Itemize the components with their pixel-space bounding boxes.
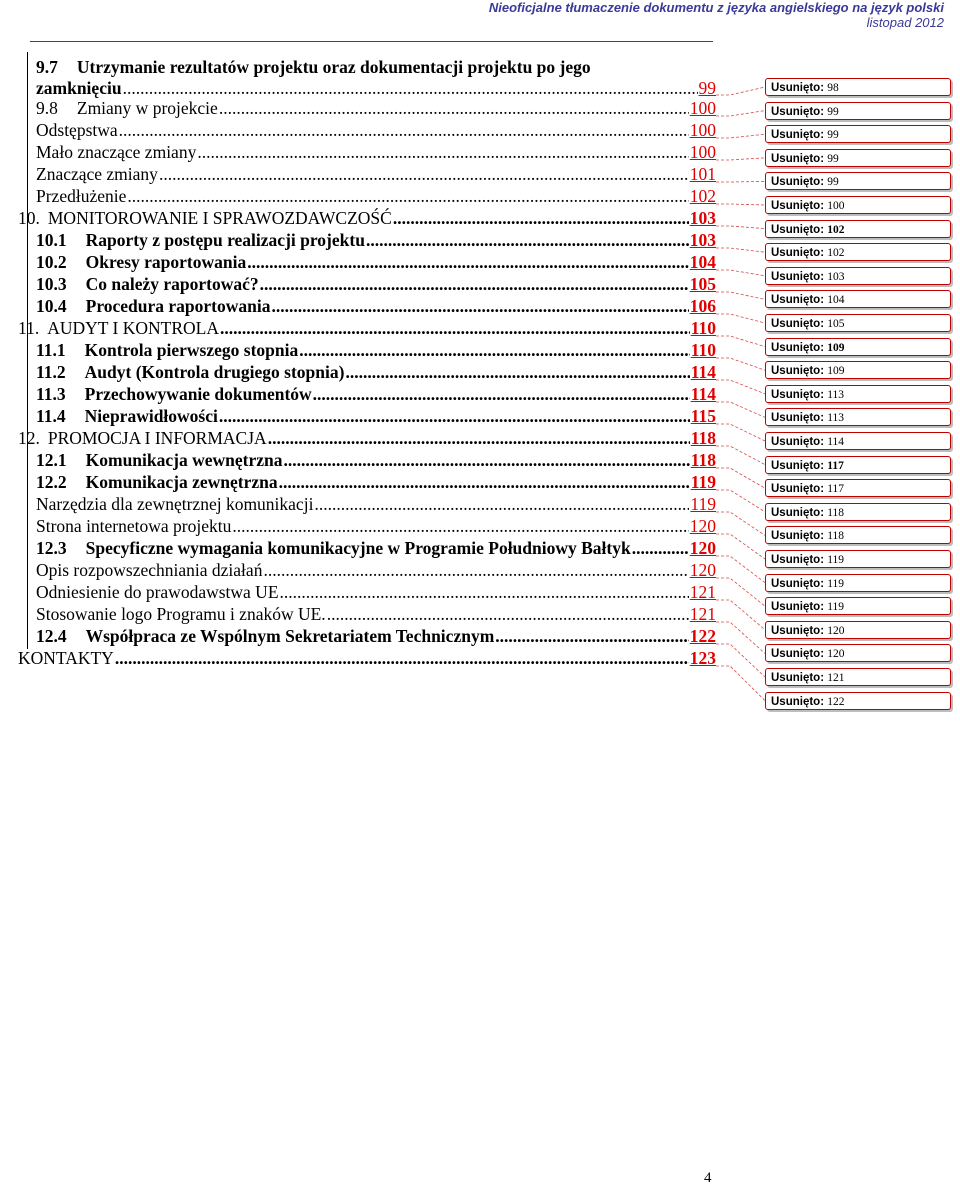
deleted-comment-balloon[interactable] bbox=[765, 125, 951, 143]
balloon-value: 109 bbox=[827, 365, 845, 378]
deleted-comment-balloon[interactable] bbox=[765, 290, 951, 308]
comment-leader-line bbox=[716, 468, 765, 488]
toc-label: Audyt (Kontrola drugiego stopnia) bbox=[84, 362, 345, 382]
balloon-value: 121 bbox=[827, 672, 845, 684]
toc-label: Strona internetowa projektu bbox=[36, 516, 232, 536]
balloon-value: 109 bbox=[827, 341, 845, 354]
comment-leader-line bbox=[716, 512, 765, 535]
comment-leader-line bbox=[716, 181, 765, 182]
toc-page-link[interactable]: 119 bbox=[690, 494, 716, 514]
toc-number: 11.1 bbox=[36, 340, 66, 360]
comment-leader-line bbox=[716, 556, 765, 583]
toc-entry[interactable] bbox=[36, 493, 716, 515]
deleted-comment-balloon[interactable] bbox=[765, 456, 951, 474]
toc-number: 9.7 bbox=[36, 57, 58, 77]
comment-leader-line bbox=[716, 622, 765, 653]
comment-leader-line bbox=[716, 226, 765, 229]
toc-entry[interactable] bbox=[36, 603, 716, 625]
toc-leader-dots bbox=[299, 339, 689, 361]
toc-entry[interactable] bbox=[36, 515, 716, 537]
toc-number: 10.1 bbox=[36, 230, 67, 250]
balloon-label: Usunięto: bbox=[771, 365, 825, 378]
toc-label: Odstępstwa bbox=[36, 120, 118, 140]
balloon-value: 118 bbox=[827, 506, 845, 519]
toc-number: 11.4 bbox=[36, 406, 66, 426]
toc-number: 12.2 bbox=[36, 472, 67, 492]
toc-page-link[interactable]: 103 bbox=[689, 208, 716, 228]
balloon-label: Usunięto: bbox=[771, 577, 825, 590]
balloon-value: 113 bbox=[827, 388, 845, 401]
balloon-value: 99 bbox=[827, 176, 839, 189]
balloon-value: 119 bbox=[827, 577, 845, 590]
comment-leader-line bbox=[716, 666, 765, 701]
toc-entry[interactable] bbox=[36, 163, 716, 185]
balloon-value: 99 bbox=[827, 105, 839, 118]
balloon-label: Usunięto: bbox=[771, 82, 825, 94]
toc-number: 11.2 bbox=[36, 362, 66, 382]
toc-entry[interactable] bbox=[36, 339, 716, 361]
deleted-comment-balloon[interactable] bbox=[765, 408, 951, 426]
toc-label: Współpraca ze Wspólnym Sekretariatem Technicznym bbox=[85, 626, 495, 646]
toc-page-link[interactable]: 102 bbox=[689, 186, 716, 206]
deleted-comment-balloon[interactable] bbox=[765, 338, 951, 356]
balloon-label: Usunięto: bbox=[771, 624, 825, 637]
toc-number: 10.2 bbox=[36, 252, 67, 272]
toc-label: Kontrola pierwszego stopnia bbox=[84, 340, 299, 360]
balloon-value: 117 bbox=[827, 459, 844, 472]
balloon-value: 105 bbox=[827, 318, 845, 330]
toc-label: Przedłużenie bbox=[36, 186, 127, 206]
toc-leader-dots bbox=[123, 77, 698, 99]
toc-entry[interactable] bbox=[18, 207, 716, 229]
toc-leader-dots bbox=[260, 273, 689, 295]
toc-entry-line1[interactable] bbox=[36, 56, 591, 78]
toc-label-cont: zamknięciu bbox=[36, 78, 122, 98]
toc-page-link[interactable]: 105 bbox=[689, 274, 716, 294]
toc-page-link[interactable]: 114 bbox=[690, 362, 716, 382]
balloon-value: 122 bbox=[827, 695, 845, 708]
deleted-comment-balloon[interactable] bbox=[765, 196, 951, 214]
toc-page-link[interactable]: 106 bbox=[689, 296, 716, 316]
toc-page-link[interactable]: 120 bbox=[689, 560, 716, 580]
toc-leader-dots bbox=[366, 229, 689, 251]
toc-page-link[interactable]: 119 bbox=[690, 472, 716, 492]
toc-label: KONTAKTY bbox=[18, 648, 114, 668]
comment-leader-line bbox=[716, 314, 765, 323]
toc-page-link[interactable]: 121 bbox=[689, 582, 716, 602]
toc-page-link[interactable]: 101 bbox=[689, 164, 716, 184]
deleted-comment-balloon[interactable] bbox=[765, 597, 951, 615]
toc-entry[interactable] bbox=[36, 537, 716, 559]
balloon-label: Usunięto: bbox=[771, 152, 825, 165]
toc-page-link[interactable]: 115 bbox=[690, 406, 716, 426]
toc-entry[interactable] bbox=[36, 97, 716, 119]
toc-entry[interactable] bbox=[36, 405, 716, 427]
comment-leader-line bbox=[716, 336, 765, 347]
balloon-label: Usunięto: bbox=[771, 247, 825, 260]
comment-leader-line bbox=[716, 204, 765, 205]
toc-label: Narzędzia dla zewnętrznej komunikacji bbox=[36, 494, 314, 514]
deleted-comment-balloon[interactable] bbox=[765, 550, 951, 568]
balloon-value: 118 bbox=[827, 530, 845, 543]
toc-entry[interactable] bbox=[36, 625, 716, 647]
balloon-value: 99 bbox=[827, 152, 839, 165]
balloon-label: Usunięto: bbox=[771, 483, 825, 496]
toc-leader-dots bbox=[283, 449, 689, 471]
balloon-label: Usunięto: bbox=[771, 530, 825, 543]
comment-leader-line bbox=[716, 446, 765, 465]
comment-leader-line bbox=[716, 158, 765, 160]
toc-leader-dots bbox=[115, 647, 689, 669]
toc-label: Nieprawidłowości bbox=[84, 406, 218, 426]
toc-page-link[interactable]: 122 bbox=[689, 626, 716, 646]
balloon-label: Usunięto: bbox=[771, 318, 825, 330]
toc-entry[interactable] bbox=[36, 559, 716, 581]
balloon-value: 120 bbox=[827, 648, 845, 661]
comment-leader-line bbox=[716, 490, 765, 512]
header-title: Nieoficjalne tłumaczenie dokumentu z języka angielskiego na język polski bbox=[488, 0, 944, 15]
toc-label: Komunikacja wewnętrzna bbox=[85, 450, 283, 470]
toc-leader-dots bbox=[220, 317, 690, 339]
deleted-comment-balloon[interactable] bbox=[765, 621, 951, 639]
balloon-value: 119 bbox=[827, 601, 845, 614]
toc-entry[interactable] bbox=[36, 295, 716, 317]
comment-leader-line bbox=[716, 644, 765, 677]
toc-leader-dots bbox=[280, 581, 689, 603]
comment-leader-line bbox=[716, 534, 765, 559]
toc-label: Procedura raportowania bbox=[85, 296, 271, 316]
balloon-value: 104 bbox=[827, 294, 845, 307]
toc-entry[interactable] bbox=[18, 427, 716, 449]
toc-label: MONITOROWANIE I SPRAWOZDAWCZOŚĆ bbox=[47, 208, 392, 228]
deleted-comment-balloon[interactable] bbox=[765, 314, 951, 332]
toc-label: Specyficzne wymagania komunikacyjne w Programie Południowy Bałtyk bbox=[85, 538, 631, 558]
balloon-label: Usunięto: bbox=[771, 388, 825, 401]
toc-page-link[interactable]: 104 bbox=[689, 252, 716, 272]
toc-label: Odniesienie do prawodawstwa UE bbox=[36, 582, 279, 602]
balloon-label: Usunięto: bbox=[771, 270, 825, 283]
toc-page-link[interactable]: 100 bbox=[689, 98, 716, 118]
toc-page-link[interactable]: 100 bbox=[689, 142, 716, 162]
toc-number: 9.8 bbox=[36, 98, 58, 118]
toc-label: Opis rozpowszechniania działań bbox=[36, 560, 263, 580]
toc-page-link[interactable]: 110 bbox=[690, 340, 716, 360]
toc-leader-dots bbox=[263, 559, 688, 581]
toc-leader-dots bbox=[119, 119, 689, 141]
deleted-comment-balloon[interactable] bbox=[765, 526, 951, 544]
comment-leader-line bbox=[716, 270, 765, 276]
balloon-value: 117 bbox=[827, 483, 845, 496]
toc-entry[interactable] bbox=[36, 471, 716, 493]
toc-leader-dots bbox=[268, 427, 690, 449]
toc-page-link[interactable]: 123 bbox=[689, 648, 716, 668]
toc-number: 12.4 bbox=[36, 626, 67, 646]
toc-entry[interactable] bbox=[36, 77, 716, 99]
toc-entry[interactable] bbox=[18, 647, 716, 669]
balloon-label: Usunięto: bbox=[771, 223, 825, 236]
toc-leader-dots bbox=[393, 207, 689, 229]
balloon-label: Usunięto: bbox=[771, 176, 825, 189]
balloon-label: Usunięto: bbox=[771, 672, 825, 684]
balloon-label: Usunięto: bbox=[771, 648, 825, 661]
toc-page-link[interactable]: 120 bbox=[689, 538, 716, 558]
toc-leader-dots bbox=[159, 163, 689, 185]
deleted-comment-balloon[interactable] bbox=[765, 503, 951, 521]
toc-label: Co należy raportować? bbox=[85, 274, 259, 294]
balloon-label: Usunięto: bbox=[771, 341, 825, 354]
toc-page-link[interactable]: 99 bbox=[698, 78, 716, 98]
balloon-value: 114 bbox=[827, 436, 845, 448]
comment-leader-line bbox=[716, 380, 765, 394]
comment-leader-line bbox=[716, 600, 765, 630]
deleted-comment-balloon[interactable] bbox=[765, 78, 951, 96]
toc-entry[interactable] bbox=[36, 273, 716, 295]
toc-leader-dots bbox=[219, 405, 690, 427]
comment-leader-line bbox=[716, 134, 765, 138]
balloon-value: 119 bbox=[827, 554, 845, 566]
page-number: 4 bbox=[704, 1170, 712, 1186]
toc-entry[interactable] bbox=[36, 383, 716, 405]
header-date: listopad 2012 bbox=[866, 15, 944, 30]
toc-label: Stosowanie logo Programu i znaków UE. bbox=[36, 604, 326, 624]
balloon-value: 99 bbox=[827, 129, 839, 142]
toc-page-link[interactable]: 118 bbox=[690, 428, 716, 448]
balloon-label: Usunięto: bbox=[771, 601, 825, 614]
toc-leader-dots bbox=[127, 185, 688, 207]
toc-page-link[interactable]: 118 bbox=[690, 450, 716, 470]
toc-page-link[interactable]: 103 bbox=[689, 230, 716, 250]
toc-leader-dots bbox=[345, 361, 689, 383]
balloon-label: Usunięto: bbox=[771, 200, 825, 212]
comment-leader-line bbox=[716, 402, 765, 417]
comment-leader-line bbox=[716, 111, 765, 116]
toc-leader-dots bbox=[314, 493, 689, 515]
balloon-label: Usunięto: bbox=[771, 506, 825, 519]
toc-leader-dots bbox=[279, 471, 690, 493]
toc-label: Raporty z postępu realizacji projektu bbox=[85, 230, 365, 250]
toc-leader-dots bbox=[197, 141, 688, 163]
toc-entry[interactable] bbox=[36, 185, 716, 207]
comment-leader-line bbox=[716, 358, 765, 370]
deleted-comment-balloon[interactable] bbox=[765, 432, 951, 450]
comment-leader-line bbox=[716, 578, 765, 606]
toc-entry[interactable] bbox=[36, 251, 716, 273]
toc-leader-dots bbox=[219, 97, 689, 119]
toc-number: 10.3 bbox=[36, 274, 67, 294]
toc-entry[interactable] bbox=[36, 119, 716, 141]
toc-number: 11.3 bbox=[36, 384, 66, 404]
balloon-label: Usunięto: bbox=[771, 294, 825, 307]
toc-page-link[interactable]: 120 bbox=[689, 516, 716, 536]
toc-number: 12. bbox=[18, 428, 40, 448]
deleted-comment-balloon[interactable] bbox=[765, 220, 951, 238]
toc-leader-dots bbox=[232, 515, 688, 537]
toc-label: Okresy raportowania bbox=[85, 252, 247, 272]
toc-entry[interactable] bbox=[36, 581, 716, 603]
balloon-value: 102 bbox=[827, 247, 845, 260]
toc-leader-dots bbox=[272, 295, 689, 317]
balloon-label: Usunięto: bbox=[771, 412, 825, 425]
deleted-comment-balloon[interactable] bbox=[765, 102, 951, 120]
comment-leader-line bbox=[716, 292, 765, 299]
toc-leader-dots bbox=[313, 383, 690, 405]
toc-page-link[interactable]: 114 bbox=[690, 384, 716, 404]
toc-label: Przechowywanie dokumentów bbox=[84, 384, 312, 404]
toc-label: Utrzymanie rezultatów projektu oraz dokumentacji projektu po jego bbox=[76, 57, 591, 77]
deleted-comment-balloon[interactable] bbox=[765, 267, 951, 285]
balloon-value: 100 bbox=[827, 200, 845, 212]
toc-label: Zmiany w projekcie bbox=[76, 98, 218, 118]
deleted-comment-balloon[interactable] bbox=[765, 361, 951, 379]
balloon-value: 103 bbox=[827, 270, 845, 283]
deleted-comment-balloon[interactable] bbox=[765, 243, 951, 261]
toc-leader-dots bbox=[247, 251, 689, 273]
deleted-comment-balloon[interactable] bbox=[765, 644, 951, 662]
toc-page-link[interactable]: 100 bbox=[689, 120, 716, 140]
balloon-value: 113 bbox=[827, 412, 845, 425]
balloon-value: 98 bbox=[827, 82, 839, 94]
toc-label: Znaczące zmiany bbox=[36, 164, 158, 184]
toc-number: 11. bbox=[18, 318, 40, 338]
deleted-comment-balloon[interactable] bbox=[765, 479, 951, 497]
comment-leader-line bbox=[716, 248, 765, 252]
balloon-label: Usunięto: bbox=[771, 129, 825, 142]
toc-number: 10.4 bbox=[36, 296, 67, 316]
balloon-value: 120 bbox=[827, 624, 845, 637]
balloon-label: Usunięto: bbox=[771, 554, 825, 566]
toc-number: 10. bbox=[18, 208, 40, 228]
deleted-comment-balloon[interactable] bbox=[765, 692, 951, 710]
comment-leader-line bbox=[716, 424, 765, 441]
balloon-label: Usunięto: bbox=[771, 695, 825, 708]
toc-leader-dots bbox=[327, 603, 689, 625]
balloon-value: 102 bbox=[827, 223, 845, 236]
balloon-label: Usunięto: bbox=[771, 459, 825, 472]
toc-page-link[interactable]: 121 bbox=[689, 604, 716, 624]
toc-number: 12.3 bbox=[36, 538, 67, 558]
deleted-comment-balloon[interactable] bbox=[765, 172, 951, 190]
toc-entry[interactable] bbox=[36, 361, 716, 383]
toc-label: Komunikacja zewnętrzna bbox=[85, 472, 278, 492]
toc-leader-dots bbox=[632, 537, 689, 559]
toc-page-link[interactable]: 110 bbox=[690, 318, 716, 338]
comment-leader-line bbox=[716, 87, 765, 95]
deleted-comment-balloon[interactable] bbox=[765, 385, 951, 403]
balloon-label: Usunięto: bbox=[771, 105, 825, 118]
balloon-label: Usunięto: bbox=[771, 436, 825, 448]
toc-number: 12.1 bbox=[36, 450, 67, 470]
toc-leader-dots bbox=[495, 625, 688, 647]
deleted-comment-balloon[interactable] bbox=[765, 668, 951, 686]
toc-label: PROMOCJA I INFORMACJA bbox=[47, 428, 267, 448]
deleted-comment-balloon[interactable] bbox=[765, 574, 951, 592]
toc-entry[interactable] bbox=[18, 317, 716, 339]
toc-entry[interactable] bbox=[36, 229, 716, 251]
toc-label: Mało znaczące zmiany bbox=[36, 142, 197, 162]
toc-entry[interactable] bbox=[36, 449, 716, 471]
deleted-comment-balloon[interactable] bbox=[765, 149, 951, 167]
toc-entry[interactable] bbox=[36, 141, 716, 163]
toc-label: AUDYT I KONTROLA bbox=[47, 318, 219, 338]
